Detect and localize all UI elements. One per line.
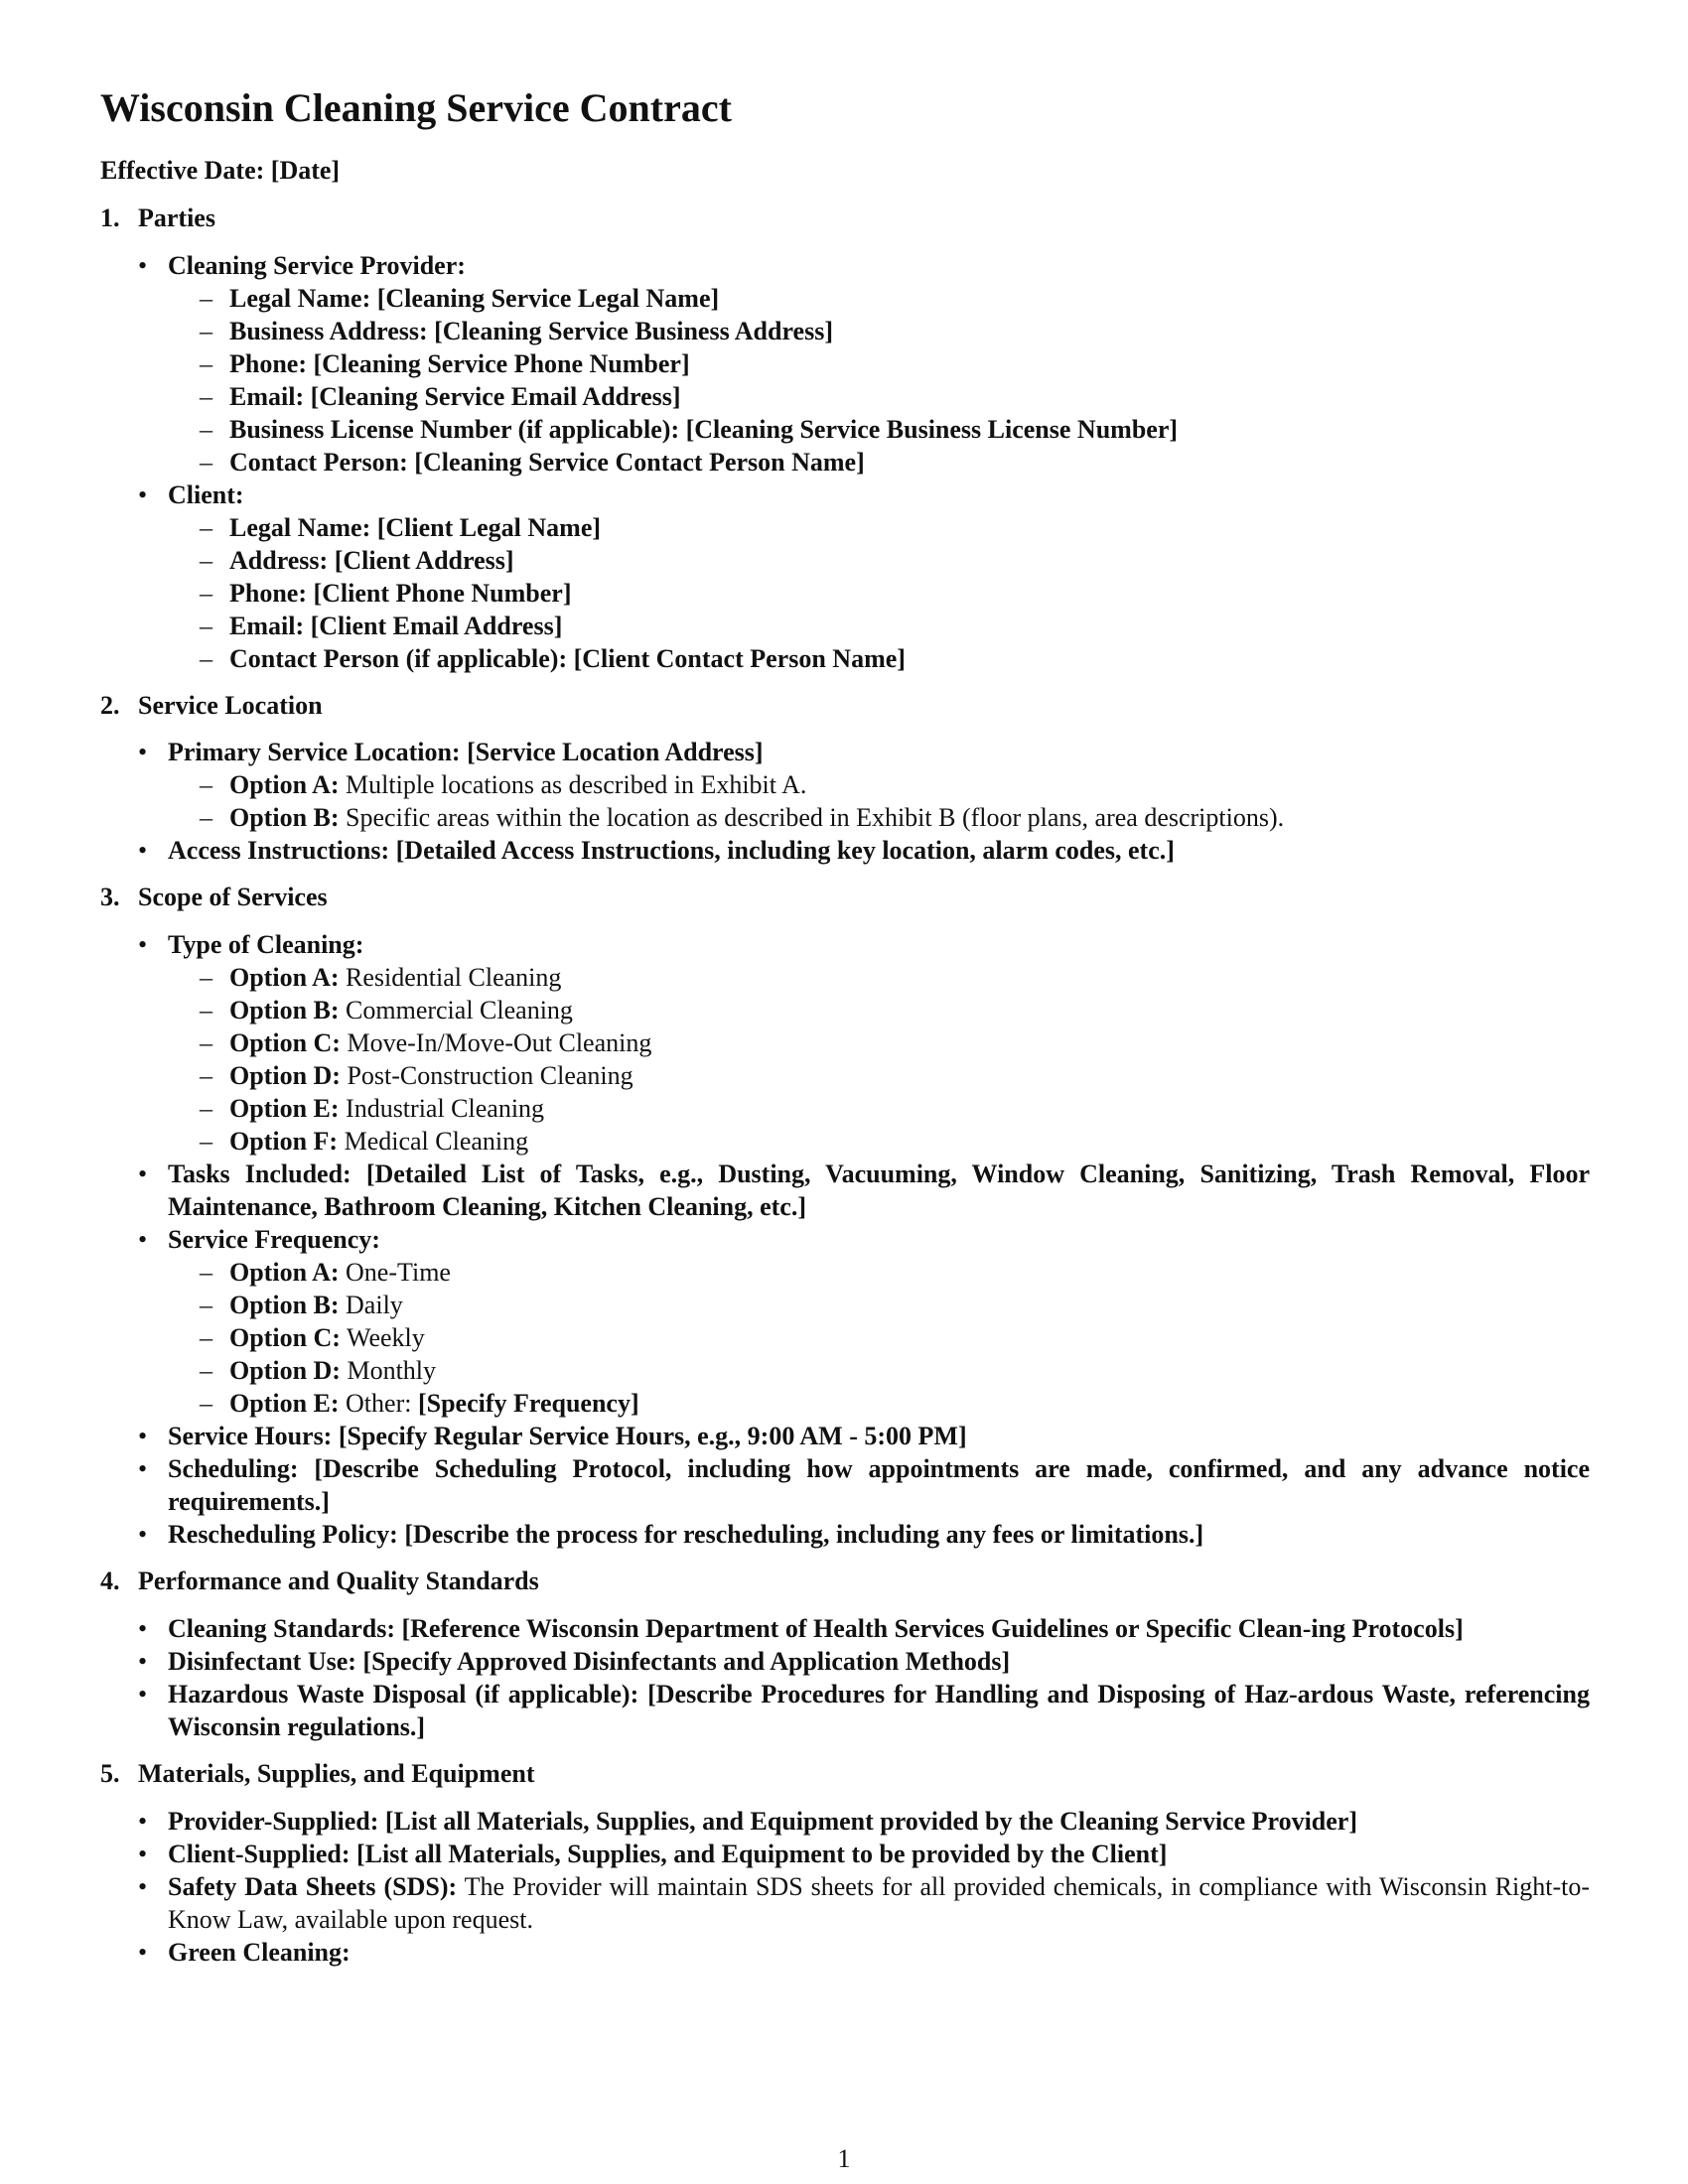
item-text: Daily bbox=[346, 1291, 403, 1320]
sub-list-item bbox=[229, 577, 1590, 610]
sub-list bbox=[168, 961, 1590, 1158]
bullet-list bbox=[100, 249, 1590, 675]
item-text: Email: [Client Email Address] bbox=[229, 611, 563, 640]
item-label: Option B: bbox=[229, 803, 340, 833]
section-title: Scope of Services bbox=[138, 883, 328, 912]
sub-list-item bbox=[229, 994, 1590, 1026]
item-text: Client: bbox=[168, 479, 244, 509]
item-text: Business License Number (if applicable): [Cleaning Service Business License Number] bbox=[229, 414, 1179, 444]
contract-section bbox=[100, 1565, 1590, 1743]
sub-list-item bbox=[229, 1125, 1590, 1158]
sub-list-item bbox=[229, 768, 1590, 801]
item-text: Monthly bbox=[347, 1356, 437, 1386]
bullet-list bbox=[100, 928, 1590, 1551]
list-item bbox=[168, 736, 1590, 834]
item-label: Option E: bbox=[229, 1094, 340, 1124]
section-heading bbox=[100, 202, 1590, 235]
contract-section bbox=[100, 1757, 1590, 1969]
sub-list-item bbox=[229, 511, 1590, 544]
list-item bbox=[168, 1223, 1590, 1420]
bullet-list bbox=[100, 1805, 1590, 1969]
sub-list bbox=[168, 1256, 1590, 1420]
sub-list-item bbox=[229, 961, 1590, 994]
item-text: Residential Cleaning bbox=[346, 963, 562, 993]
item-placeholder: [Specify Frequency] bbox=[417, 1389, 639, 1419]
sub-list-item bbox=[229, 1092, 1590, 1125]
item-text: Post-Construction Cleaning bbox=[347, 1061, 633, 1091]
section-number: 1. bbox=[100, 203, 120, 232]
contract-section bbox=[100, 881, 1590, 1551]
sub-list-item bbox=[229, 380, 1590, 413]
sub-list-item bbox=[229, 1387, 1590, 1420]
list-item bbox=[168, 478, 1590, 675]
item-text: Hazardous Waste Disposal (if applicable): [Describe Procedures for Handling and Disposing of Haz-ardous Waste, referencing Wisconsin regulations.] bbox=[168, 1679, 1590, 1741]
list-item bbox=[168, 1420, 1590, 1452]
item-text: Business Address: [Cleaning Service Business Address] bbox=[229, 316, 833, 345]
section-title: Parties bbox=[138, 203, 215, 232]
item-label: Option A: bbox=[229, 963, 340, 993]
item-text: Email: [Cleaning Service Email Address] bbox=[229, 381, 681, 411]
section-number: 2. bbox=[100, 690, 120, 720]
item-text: Scheduling: [Describe Scheduling Protocol, including how appointments are made, confirmed, and any advance notice requirements.] bbox=[168, 1454, 1590, 1517]
sub-list-item bbox=[229, 801, 1590, 834]
item-text: Weekly bbox=[347, 1323, 425, 1353]
sub-list-item bbox=[229, 1026, 1590, 1059]
bullet-list bbox=[100, 736, 1590, 867]
item-text: Access Instructions: [Detailed Access Instructions, including key location, alarm codes, etc.] bbox=[168, 836, 1175, 866]
list-item bbox=[168, 1870, 1590, 1936]
item-text: The Provider will maintain SDS sheets for all provided chemicals, in compliance with Wisconsin Right-to-Know Law, available upon request. bbox=[168, 1871, 1591, 1934]
item-text: Contact Person: [Cleaning Service Contact Person Name] bbox=[229, 447, 865, 477]
section-number: 4. bbox=[100, 1567, 120, 1596]
sub-list bbox=[168, 282, 1590, 478]
item-text: Service Frequency: bbox=[168, 1225, 380, 1255]
section-title: Materials, Supplies, and Equipment bbox=[138, 1758, 535, 1788]
list-item bbox=[168, 1645, 1590, 1678]
item-text: Phone: [Client Phone Number] bbox=[229, 578, 572, 608]
sub-list-item bbox=[229, 282, 1590, 315]
item-label: Safety Data Sheets (SDS): bbox=[168, 1871, 458, 1901]
item-text: Legal Name: [Client Legal Name] bbox=[229, 512, 602, 542]
item-label: Option D: bbox=[229, 1356, 341, 1386]
sub-list-item bbox=[229, 1321, 1590, 1354]
sub-list-item bbox=[229, 544, 1590, 577]
bullet-list bbox=[100, 1612, 1590, 1743]
sections-container bbox=[100, 202, 1590, 1969]
item-text: Rescheduling Policy: [Describe the process for rescheduling, including any fees or limitations.] bbox=[168, 1520, 1204, 1550]
section-heading bbox=[100, 689, 1590, 723]
sub-list-item bbox=[229, 1256, 1590, 1289]
sub-list-item bbox=[229, 315, 1590, 347]
item-label: Option A: bbox=[229, 1258, 340, 1288]
contract-section bbox=[100, 689, 1590, 868]
document-title: Wisconsin Cleaning Service Contract bbox=[100, 85, 732, 130]
list-item bbox=[168, 249, 1590, 478]
page-number: 1 bbox=[837, 2144, 851, 2173]
item-label: Option D: bbox=[229, 1061, 341, 1091]
effective-date: Effective Date: [Date] bbox=[100, 156, 341, 185]
list-item bbox=[168, 1612, 1590, 1645]
list-item bbox=[168, 1518, 1590, 1551]
item-text: Phone: [Cleaning Service Phone Number] bbox=[229, 348, 690, 378]
item-text: Multiple locations as described in Exhibit A. bbox=[346, 770, 807, 800]
item-text: Tasks Included: [Detailed List of Tasks, e.g., Dusting, Vacuuming, Window Cleaning, Sanitizing, Trash Removal, Floor Maintenance, Bathroom Cleaning, Kitchen Cleaning, etc.] bbox=[168, 1160, 1590, 1222]
item-label: Option F: bbox=[229, 1127, 339, 1157]
item-label: Option B: bbox=[229, 1291, 340, 1320]
item-text: Address: [Client Address] bbox=[229, 545, 514, 575]
sub-list-item bbox=[229, 642, 1590, 675]
section-number: 5. bbox=[100, 1758, 120, 1788]
item-text: Commercial Cleaning bbox=[346, 996, 573, 1025]
sub-list-item bbox=[229, 1059, 1590, 1092]
item-text: Cleaning Service Provider: bbox=[168, 250, 466, 280]
list-item bbox=[168, 834, 1590, 867]
document-body bbox=[100, 84, 1590, 1982]
item-text: Service Hours: [Specify Regular Service Hours, e.g., 9:00 AM - 5:00 PM] bbox=[168, 1422, 967, 1451]
contract-section bbox=[100, 202, 1590, 675]
item-text: Green Cleaning: bbox=[168, 1937, 351, 1967]
sub-list-item bbox=[229, 446, 1590, 478]
item-text: Provider-Supplied: [List all Materials, Supplies, and Equipment provided by the Cleaning Service Provider] bbox=[168, 1806, 1358, 1836]
item-text: One-Time bbox=[346, 1258, 451, 1288]
list-item bbox=[168, 1452, 1590, 1518]
sub-list-item bbox=[229, 1289, 1590, 1321]
section-heading bbox=[100, 1565, 1590, 1598]
section-title: Service Location bbox=[138, 690, 323, 720]
section-heading bbox=[100, 1757, 1590, 1791]
list-item bbox=[168, 928, 1590, 1158]
sub-list-item bbox=[229, 413, 1590, 446]
item-text: Medical Cleaning bbox=[344, 1127, 529, 1157]
sub-list bbox=[168, 768, 1590, 834]
item-text: Move-In/Move-Out Cleaning bbox=[347, 1028, 652, 1058]
sub-list-item bbox=[229, 610, 1590, 642]
list-item bbox=[168, 1678, 1590, 1743]
list-item bbox=[168, 1838, 1590, 1870]
sub-list-item bbox=[229, 347, 1590, 380]
sub-list bbox=[168, 511, 1590, 675]
item-text: Legal Name: [Cleaning Service Legal Name] bbox=[229, 283, 720, 313]
item-label: Option C: bbox=[229, 1028, 341, 1058]
list-item bbox=[168, 1936, 1590, 1969]
section-heading bbox=[100, 881, 1590, 914]
item-label: Option C: bbox=[229, 1323, 341, 1353]
item-text: Specific areas within the location as described in Exhibit B (floor plans, area descriptions). bbox=[346, 803, 1285, 833]
item-text: Contact Person (if applicable): [Client Contact Person Name] bbox=[229, 643, 906, 673]
item-text: Other: bbox=[346, 1389, 412, 1419]
section-number: 3. bbox=[100, 883, 120, 912]
item-text: Client-Supplied: [List all Materials, Supplies, and Equipment to be provided by the Client] bbox=[168, 1839, 1168, 1868]
item-text: Disinfectant Use: [Specify Approved Disinfectants and Application Methods] bbox=[168, 1646, 1011, 1676]
item-label: Option E: bbox=[229, 1389, 340, 1419]
sub-list-item bbox=[229, 1354, 1590, 1387]
item-label: Option B: bbox=[229, 996, 340, 1025]
item-label: Option A: bbox=[229, 770, 340, 800]
list-item bbox=[168, 1158, 1590, 1223]
item-text: Cleaning Standards: [Reference Wisconsin Department of Health Services Guidelines or Specific Clean-ing Protocols] bbox=[168, 1613, 1464, 1643]
item-text: Industrial Cleaning bbox=[346, 1094, 545, 1124]
item-text: Primary Service Location: [Service Location Address] bbox=[168, 738, 764, 767]
item-text: Type of Cleaning: bbox=[168, 930, 364, 960]
section-title: Performance and Quality Standards bbox=[138, 1567, 539, 1596]
list-item bbox=[168, 1805, 1590, 1838]
